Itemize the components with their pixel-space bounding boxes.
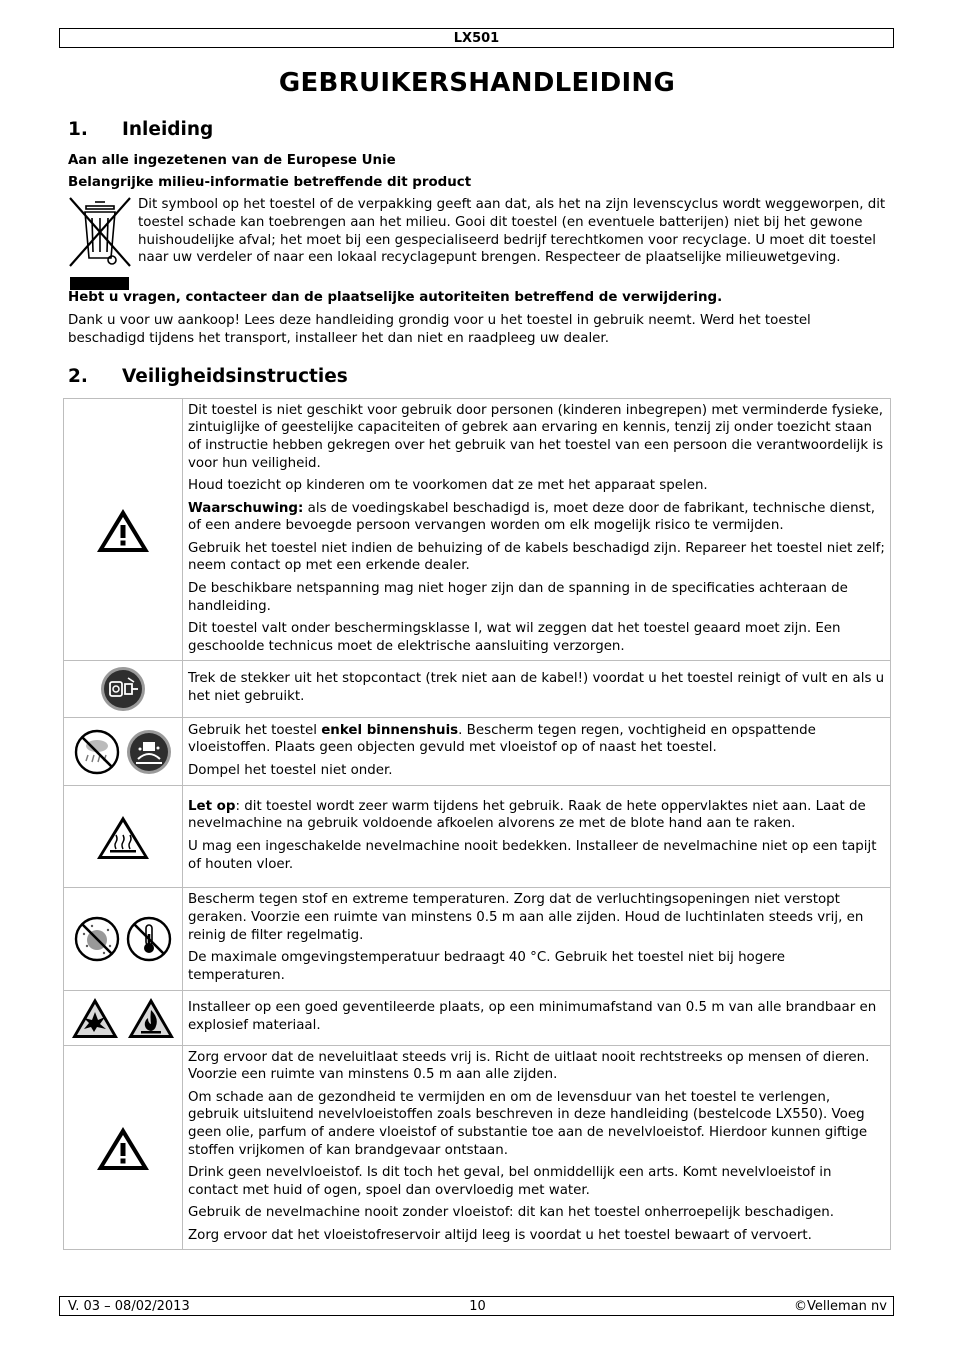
safety-text: Gebruik de nevelmachine nooit zonder vloeistof: dit kan het toestel onherroepelijk beschadigen.	[188, 1205, 835, 1221]
environment-info-heading: Belangrijke milieu-informatie betreffende dit product	[68, 175, 472, 190]
no-rain-icon	[74, 729, 120, 775]
safety-text: Trek de stekker uit het stopcontact (trek niet aan de kabel!) voordat u het toestel reinigt of vult en als u het niet gebruikt.	[188, 671, 885, 704]
explosive-icon	[70, 996, 120, 1040]
safety-text: Gebruik het toestel niet indien de behuizing of de kabels beschadigd zijn. Repareer het toestel niet zelf; neem contact op met een erkende dealer.	[188, 540, 885, 574]
eu-residents-heading: Aan alle ingezetenen van de Europese Unie	[68, 153, 396, 168]
safety-row-icon-cell	[64, 399, 183, 661]
contact-authorities-text: Hebt u vragen, contacteer dan de plaatselijke autoriteiten betreffend de verwijdering.	[68, 290, 723, 305]
safety-row-icon-cell	[64, 1046, 183, 1250]
safety-text	[188, 500, 885, 536]
weee-paragraph: Dit symbool op het toestel of de verpakking geeft aan dat, als het na zijn levenscyclus wordt weggeworpen, dit toestel schade kan toebrengen aan het milieu. Gooi dit toestel (en eventuele batterijen) niet bij het gewone huishoudelijke afval; het moet bij een gespecialiseerd bedrijf terechtkomen voor recyclage. U moet dit toestel naar uw verdeler of naar een lokaal recyclagepunt brengen. Respecteer de plaatselijke milieuwetgeving.	[138, 197, 886, 266]
page-title: GEBRUIKERSHANDLEIDING	[278, 68, 676, 98]
page-footer	[59, 1296, 894, 1316]
safety-text: Zorg ervoor dat de neveluitlaat steeds vrij is. Richt de uitlaat nooit rechtstreeks op mensen of dieren. Voorzie een ruimte van minstens 0.5 m aan alle zijden.	[188, 1049, 870, 1083]
unplug-icon	[100, 666, 146, 712]
warning-icon	[95, 506, 151, 554]
safety-row	[64, 991, 891, 1046]
safety-row-text-cell	[183, 718, 891, 786]
safety-text	[188, 798, 885, 834]
hot-surface-icon	[95, 813, 151, 861]
safety-row-icon-cell	[64, 661, 183, 718]
safety-text	[188, 722, 885, 758]
safety-row-text-cell	[183, 1046, 891, 1250]
safety-row-text-cell	[183, 399, 891, 661]
safety-text: De beschikbare netspanning mag niet hoger zijn dan de spanning in de specificaties achteraan de handleiding.	[188, 580, 848, 614]
safety-table	[63, 398, 891, 1250]
no-dust-icon	[74, 916, 120, 962]
safety-row-icon-cell	[64, 888, 183, 991]
safety-row-text-cell	[183, 991, 891, 1046]
page-header	[59, 28, 894, 48]
indoor-text-start: Gebruik het toestel	[188, 722, 322, 738]
safety-text: Zorg ervoor dat het vloeistofreservoir altijd leeg is voordat u het toestel bewaart of vervoert.	[188, 1227, 812, 1243]
version-date: V. 03 – 08/02/2013	[68, 1299, 190, 1314]
section-2-heading	[68, 366, 348, 387]
safety-text: U mag een ingeschakelde nevelmachine nooit bedekken. Installeer de nevelmachine niet op een tapijt of houten vloer.	[188, 838, 877, 872]
section-2-title: Veiligheidsinstructies	[122, 366, 348, 387]
thanks-paragraph: Dank u voor uw aankoop! Lees deze handleiding grondig voor u het toestel in gebruik neemt. Werd het toestel beschadigd tijdens het transport, installeer het dan niet en raadpleeg uw dealer.	[68, 313, 811, 346]
safety-row-icon-cell	[64, 991, 183, 1046]
weee-bin-icon	[68, 196, 132, 290]
indoor-only-label: enkel binnenshuis	[321, 722, 459, 738]
safety-row	[64, 399, 891, 661]
safety-row-text-cell	[183, 888, 891, 991]
safety-row	[64, 786, 891, 888]
warning-text: als de voedingskabel beschadigd is, moet deze door de fabrikant, technische dienst, of een andere bevoegde persoon vervangen worden om elk mogelijk risico te vermijden.	[188, 500, 876, 534]
section-1-number: 1.	[68, 119, 88, 140]
section-1-heading	[68, 119, 213, 140]
section-1-title: Inleiding	[122, 119, 214, 140]
caution-text: : dit toestel wordt zeer warm tijdens het gebruik. Raak de hete oppervlaktes niet aan. Laat de nevelmachine na gebruik voldoende afkoelen alvorens ze met de blote hand aan te raken.	[188, 798, 866, 832]
caution-label: Let op	[188, 798, 236, 814]
safety-row	[64, 718, 891, 786]
copyright: ©Velleman nv	[793, 1299, 887, 1314]
warning-label: Waarschuwing:	[188, 500, 304, 516]
safety-text: Dit toestel is niet geschikt voor gebruik door personen (kinderen inbegrepen) met verminderde fysieke, zintuiglijke of geestelijke capaciteiten of gebrek aan ervaring en kennis, tenzij zij onder toezicht staan of instructie hebben gekregen over het gebruik van het toestel van een persoon die verantwoordelijk is voor hun veiligheid.	[188, 402, 884, 471]
no-liquid-icon	[126, 729, 172, 775]
safety-text: Installeer op een goed geventileerde plaats, op een minimumafstand van 0.5 m van alle brandbaar en explosief materiaal.	[188, 1000, 877, 1033]
safety-row-icon-cell	[64, 718, 183, 786]
safety-text: Dompel het toestel niet onder.	[188, 762, 393, 778]
flammable-icon	[126, 996, 176, 1040]
section-2-number: 2.	[68, 366, 88, 387]
safety-row-text-cell	[183, 661, 891, 718]
warning-icon	[95, 1124, 151, 1172]
safety-row	[64, 661, 891, 718]
safety-row-text-cell	[183, 786, 891, 888]
safety-text: Dit toestel valt onder beschermingsklasse I, wat wil zeggen dat het toestel geaard moet zijn. Een geschoolde technicus moet de elektrische aansluiting verzorgen.	[188, 620, 841, 654]
safety-text: De maximale omgevingstemperatuur bedraagt 40 °C. Gebruik het toestel niet bij hogere temperaturen.	[188, 950, 785, 983]
safety-text: Bescherm tegen stof en extreme temperaturen. Zorg dat de verluchtingsopeningen niet verstopt geraken. Voorzie een ruimte van minstens 0.5 m aan alle zijden. Houd de luchtinlaten steeds vrij, en reinig de filter regelmatig.	[188, 892, 864, 943]
page-number: 10	[469, 1299, 486, 1314]
model-number: LX501	[453, 31, 500, 46]
safety-row	[64, 888, 891, 991]
safety-row-icon-cell	[64, 786, 183, 888]
no-temperature-icon	[126, 916, 172, 962]
safety-row	[64, 1046, 891, 1250]
safety-text: Drink geen nevelvloeistof. Is dit toch het geval, bel onmiddellijk een arts. Komt nevelvloeistof in contact met huid of ogen, spoel dan overvloedig met water.	[188, 1165, 832, 1199]
safety-text: Houd toezicht op kinderen om te voorkomen dat ze met het apparaat spelen.	[188, 478, 708, 494]
indoor-text-end: . Bescherm tegen regen, vochtigheid en opspattende vloeistoffen. Plaats geen objecten gevuld met vloeistof op of naast het toestel.	[188, 722, 816, 756]
safety-text: Om schade aan de gezondheid te vermijden en om de levensduur van het toestel te verlengen, gebruik uitsluitend nevelvloeistoffen zoals beschreven in deze handleiding (bestelcode LX550). Voeg geen olie, parfum of andere vloeistof of substantie toe aan de nevelvloeistof. Hierdoor kunnen giftige stoffen vrijkomen of kan brandgevaar ontstaan.	[188, 1089, 868, 1158]
